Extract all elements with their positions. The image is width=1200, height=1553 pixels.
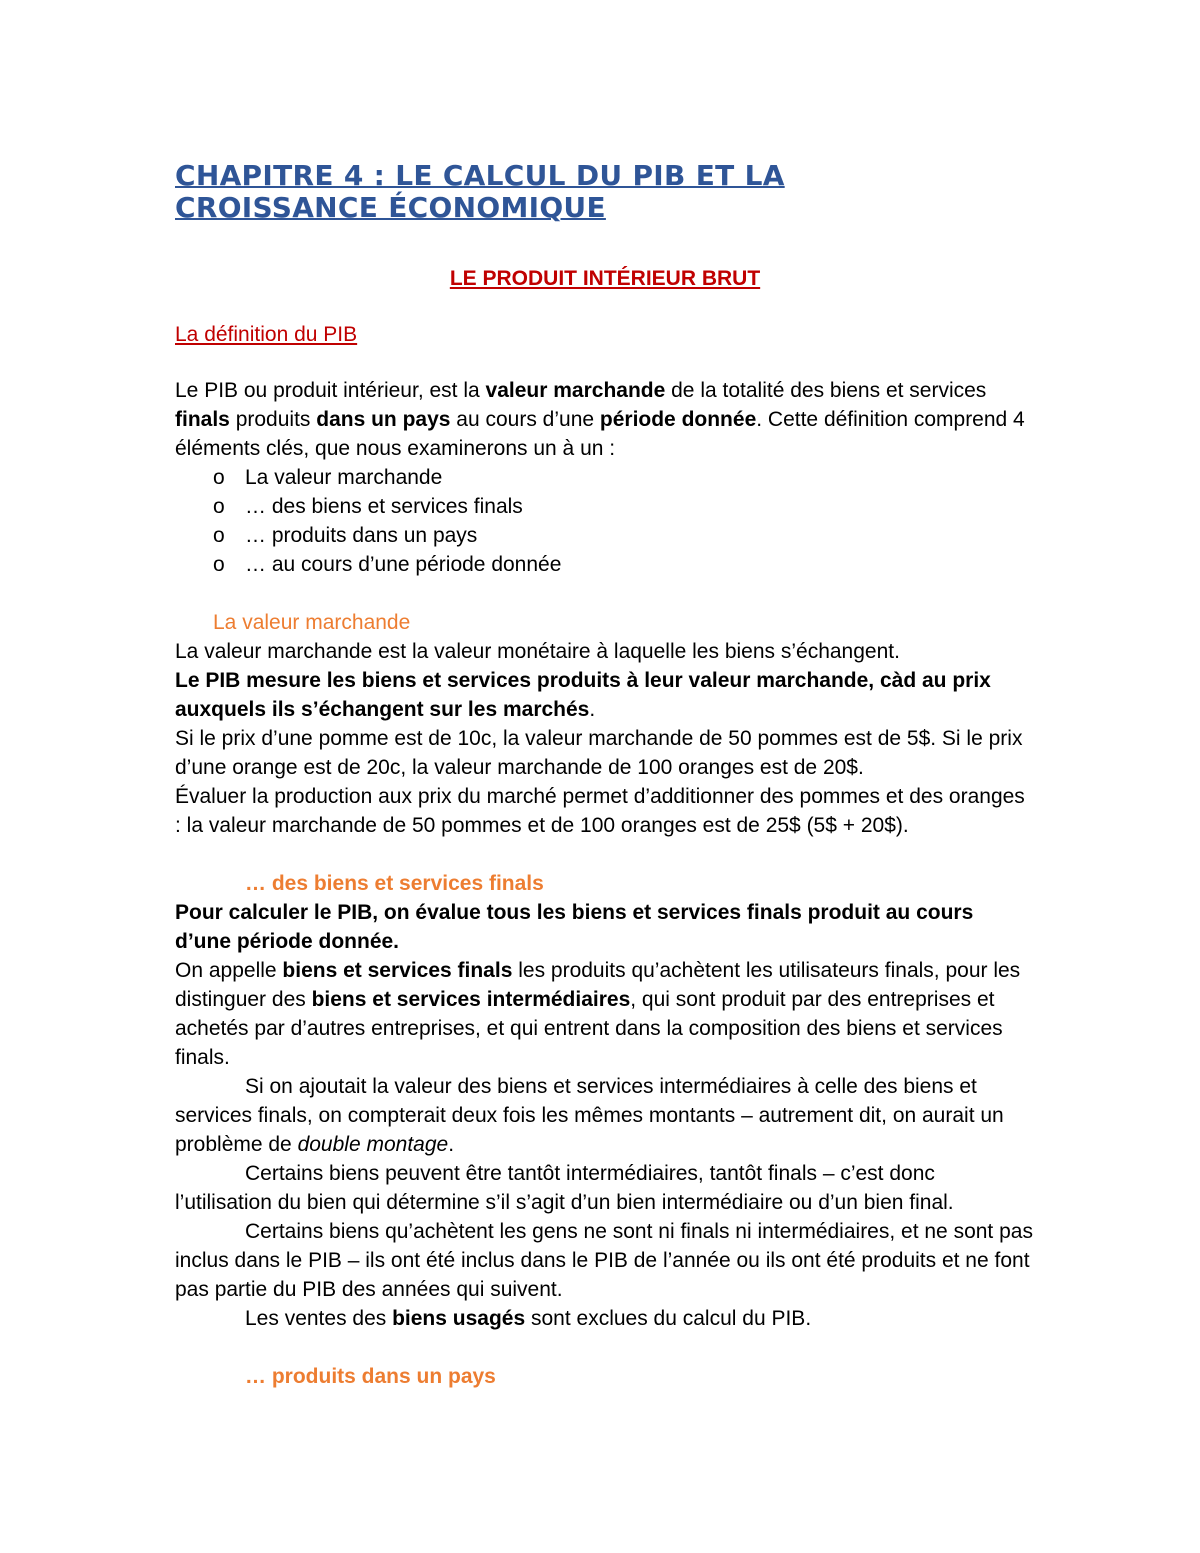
finals-paragraph-5: Certains biens qu’achètent les gens ne sont ni finals ni intermédiaires, et ne sont pas inclus dans le PIB – ils ont été inclus dans le PIB de l’année ou ils ont été produits et ne font pas partie du PIB des années qui suivent.: [175, 1220, 1033, 1301]
chapter-title: [175, 160, 1035, 224]
definition-paragraph: Le PIB ou produit intérieur, est la valeur marchande de la totalité des biens et services finals produits dans un pays au cours d’une période donnée. Cette définition comprend 4 éléments clés, que nous examinerons un à un :: [175, 379, 1025, 460]
valeur-heading: La valeur marchande: [213, 611, 411, 634]
valeur-paragraph-3: Si le prix d’une pomme est de 10c, la valeur marchande de 50 pommes est de 5$. Si le prix d’une orange est de 20c, la valeur marchande de 100 oranges est de 20$.: [175, 727, 1023, 779]
finals-paragraph-1: Pour calculer le PIB, on évalue tous les biens et services finals produit au cours d’une période donnée.: [175, 901, 974, 953]
key-elements-list: [175, 463, 1035, 579]
list-item: o La valeur marchande: [213, 463, 1035, 492]
finals-heading: … des biens et services finals: [245, 872, 544, 895]
finals-paragraph-4: Certains biens peuvent être tantôt intermédiaires, tantôt finals – c’est donc l’utilisation du bien qui détermine s’il s’agit d’un bien intermédiaire ou d’un bien final.: [175, 1162, 954, 1214]
valeur-paragraph-4: Évaluer la production aux prix du marché permet d’additionner des pommes et des oranges : la valeur marchande de 50 pommes et de 100 oranges est de 25$ (5$ + 20$).: [175, 785, 1025, 837]
chapter-title-line-2: CROISSANCE ÉCONOMIQUE: [175, 191, 606, 224]
finals-paragraph-2: On appelle biens et services finals les produits qu’achètent les utilisateurs finals, pour les distinguer des biens et services intermédiaires, qui sont produit par des entreprises et achetés par d’autres entreprises, et qui entrent dans la composition des biens et services finals.: [175, 959, 1021, 1069]
list-item: o … produits dans un pays: [213, 521, 1035, 550]
section-title: LE PRODUIT INTÉRIEUR BRUT: [449, 267, 761, 290]
valeur-paragraph-2: Le PIB mesure les biens et services produits à leur valeur marchande, càd au prix auxquels ils s’échangent sur les marchés.: [175, 669, 991, 721]
list-item: o … au cours d’une période donnée: [213, 550, 1035, 579]
list-item: o … des biens et services finals: [213, 492, 1035, 521]
document-page: [175, 160, 1035, 1391]
finals-paragraph-6: Les ventes des biens usagés sont exclues du calcul du PIB.: [245, 1307, 812, 1330]
definition-heading: La définition du PIB: [175, 323, 358, 346]
valeur-paragraph-1: La valeur marchande est la valeur monétaire à laquelle les biens s’échangent.: [175, 640, 900, 663]
pays-heading: … produits dans un pays: [245, 1365, 496, 1388]
chapter-title-line-1: CHAPITRE 4 : LE CALCUL DU PIB ET LA: [175, 159, 785, 192]
finals-paragraph-3: Si on ajoutait la valeur des biens et services intermédiaires à celle des biens et services finals, on compterait deux fois les mêmes montants – autrement dit, on aurait un problème de double montage.: [175, 1075, 1004, 1156]
